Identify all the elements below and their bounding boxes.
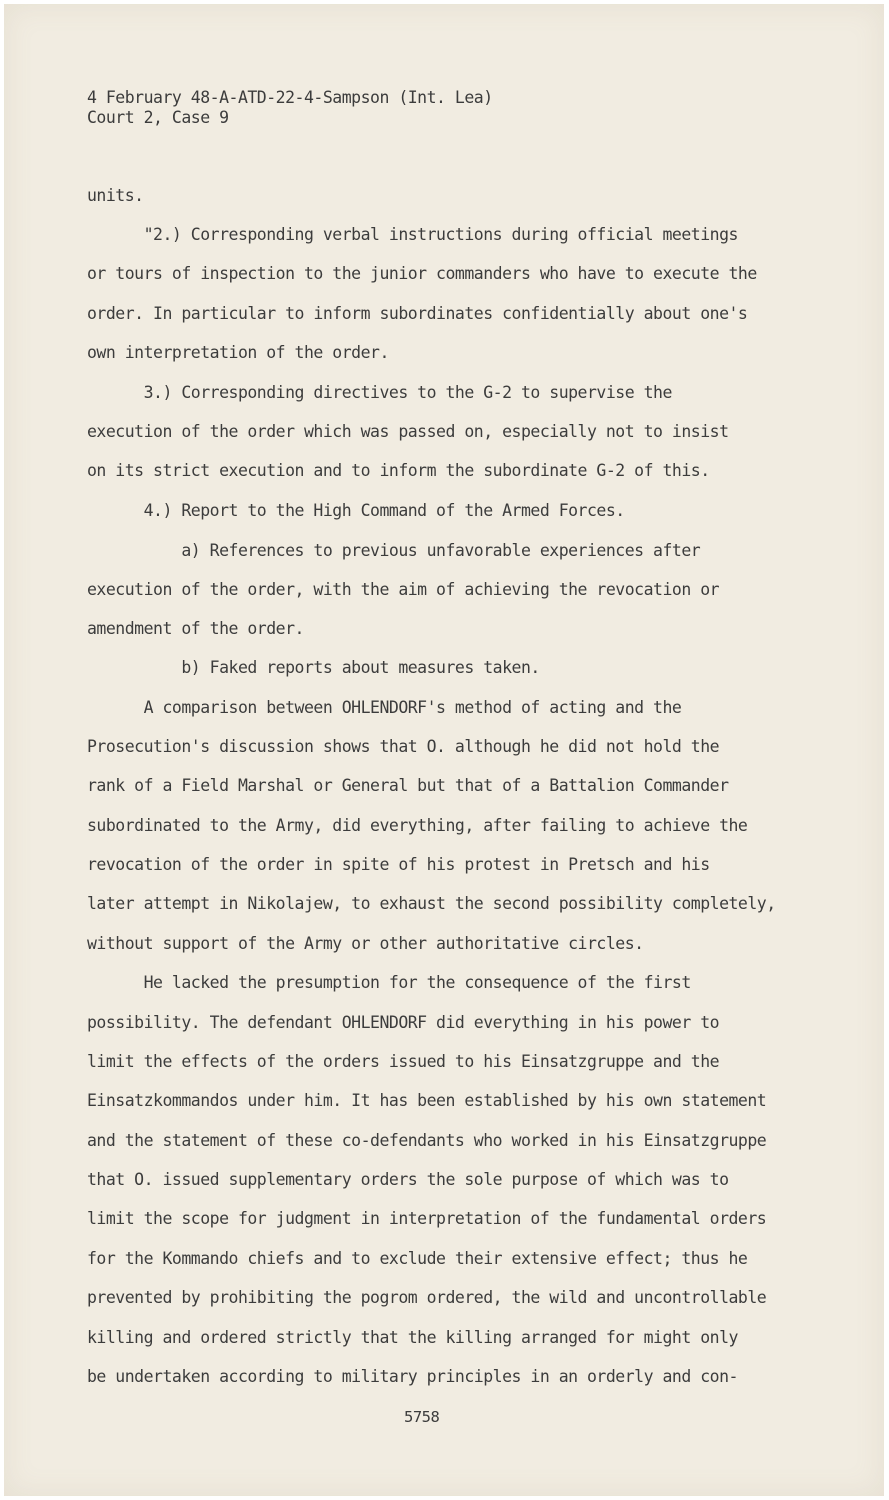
- body-line: for the Kommando chiefs and to exclude their extensive effect; thus he: [87, 1249, 748, 1268]
- body-line: 3.) Corresponding directives to the G-2 to supervise the: [87, 383, 672, 402]
- body-line: or tours of inspection to the junior commanders who have to execute the: [87, 264, 757, 283]
- body-line: possibility. The defendant OHLENDORF did everything in his power to: [87, 1013, 720, 1032]
- body-line: b) Faked reports about measures taken.: [87, 658, 540, 677]
- body-line: 4.) Report to the High Command of the Armed Forces.: [87, 501, 625, 520]
- body-line: killing and ordered strictly that the killing arranged for might only: [87, 1328, 738, 1347]
- body-line: rank of a Field Marshal or General but that of a Battalion Commander: [87, 776, 729, 795]
- body-line: execution of the order, with the aim of achieving the revocation or: [87, 580, 720, 599]
- page-number: 5758: [404, 1408, 440, 1426]
- body-line: execution of the order which was passed on, especially not to insist: [87, 422, 729, 441]
- body-line: that O. issued supplementary orders the sole purpose of which was to: [87, 1170, 729, 1189]
- body-line: a) References to previous unfavorable experiences after: [87, 541, 701, 560]
- body-line: Prosecution's discussion shows that O. although he did not hold the: [87, 737, 720, 756]
- body-line: prevented by prohibiting the pogrom ordered, the wild and uncontrollable: [87, 1288, 767, 1307]
- body-line: limit the effects of the orders issued to his Einsatzgruppe and the: [87, 1052, 720, 1071]
- body-line: and the statement of these co-defendants who worked in his Einsatzgruppe: [87, 1131, 767, 1150]
- body-line: "2.) Corresponding verbal instructions during official meetings: [87, 225, 738, 244]
- body-line: units.: [87, 186, 144, 205]
- body-line: amendment of the order.: [87, 619, 304, 638]
- body-line: A comparison between OHLENDORF's method of acting and the: [87, 698, 682, 717]
- body-line: without support of the Army or other authoritative circles.: [87, 934, 644, 953]
- body-line: revocation of the order in spite of his protest in Pretsch and his: [87, 855, 710, 874]
- body-line: be undertaken according to military principles in an orderly and con-: [87, 1367, 738, 1386]
- body-line: He lacked the presumption for the consequence of the first: [87, 973, 691, 992]
- body-line: limit the scope for judgment in interpretation of the fundamental orders: [87, 1209, 767, 1228]
- body-line: own interpretation of the order.: [87, 343, 389, 362]
- header-line-1: 4 February 48-A-ATD-22-4-Sampson (Int. Lea): [87, 88, 493, 107]
- document-page: [4, 4, 884, 1496]
- body-line: later attempt in Nikolajew, to exhaust the second possibility completely,: [87, 894, 776, 913]
- body-line: on its strict execution and to inform the subordinate G-2 of this.: [87, 461, 710, 480]
- body-line: subordinated to the Army, did everything, after failing to achieve the: [87, 816, 748, 835]
- body-line: Einsatzkommandos under him. It has been established by his own statement: [87, 1091, 767, 1110]
- body-line: order. In particular to inform subordinates confidentially about one's: [87, 304, 748, 323]
- header-line-2: Court 2, Case 9: [87, 108, 229, 127]
